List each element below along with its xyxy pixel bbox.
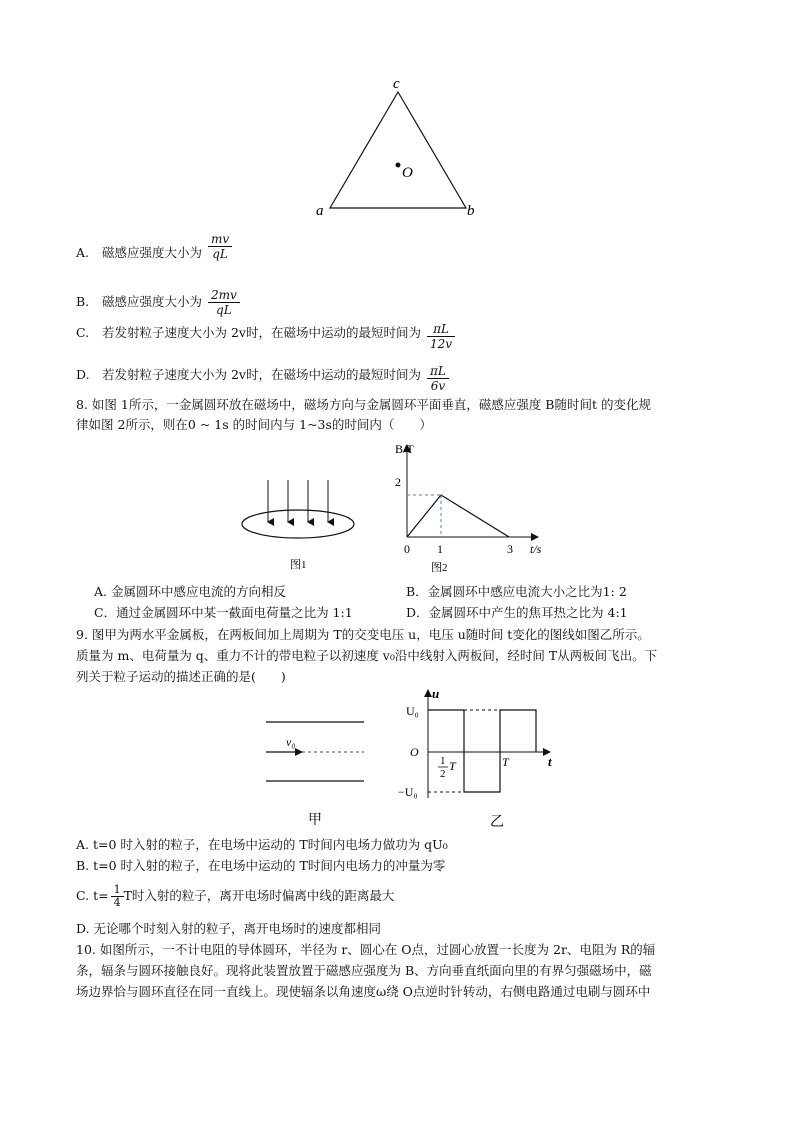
q9-c-num: 1	[111, 884, 124, 897]
q7-c-text: 若发射粒子速度大小为 2v时，在磁场中运动的最短时间为	[101, 325, 421, 340]
q7-d-label: D.	[76, 367, 90, 382]
q10-line-3: 场边界恰与圆环直径在同一直线上。现使辐条以角速度ω绕 O点逆时针转动，右侧电路通过电刷与圆环中	[76, 984, 651, 999]
vertex-b-label: b	[467, 203, 475, 219]
q8-figure-2-chart	[380, 440, 560, 576]
q8-line-1: 8. 如图 1所示，一金属圆环放在磁场中，磁场方向与金属圆环平面垂直，磁感应强度 B随时间t 的变化规	[76, 397, 651, 412]
q9-c-suffix: T时入射的粒子，离开电场时偏离中线的距离最大	[123, 888, 395, 903]
q8-option-b: B．金属圆环中感应电流大小之比为1: 2	[406, 584, 627, 599]
center-o-label: O	[402, 165, 413, 181]
t-axis-label: t	[548, 754, 552, 769]
q7-a-fraction	[208, 232, 232, 261]
q7-option-c	[76, 316, 455, 351]
b-series-line	[407, 495, 509, 537]
vertex-c-label: c	[393, 76, 400, 92]
half-num: 1	[440, 755, 446, 767]
q10-line-1: 10. 如图所示，一不计电阻的导体圆环，半径为 r、圆心在 O点，过圆心放置一长度为 2r、电阻为 R的辐	[76, 942, 656, 957]
y-tick-label: 2	[395, 475, 401, 489]
q7-a-num: mv	[208, 232, 232, 247]
q7-option-b	[76, 288, 240, 317]
q7-b-den: qL	[216, 303, 232, 317]
q9-c-prefix: C. t=	[76, 888, 109, 903]
q8-option-d: D．金属圆环中产生的焦耳热之比为 4:1	[406, 605, 628, 620]
x-axis-label: t/s	[530, 542, 542, 556]
q9-c-fraction	[111, 884, 124, 909]
u-axis-label: u	[432, 686, 440, 701]
jia-caption: 甲	[308, 813, 322, 828]
origin-label: O	[410, 745, 419, 759]
v0-label: v₀	[286, 735, 296, 749]
q7-a-label: A.	[76, 245, 90, 260]
q7-b-text: 磁感应强度大小为	[101, 294, 202, 309]
fig1-caption: 图1	[290, 559, 307, 570]
q7-d-fraction	[427, 364, 449, 393]
metal-ring	[242, 510, 354, 538]
q7-c-num: πL	[427, 322, 455, 337]
q9-option-a: A. t=0 时入射的粒子，在电场中运动的 T时间内电场力做功为 qU₀	[76, 837, 448, 852]
q9-option-c	[76, 884, 394, 909]
q9-c-den: 4	[113, 896, 121, 909]
q7-c-fraction	[427, 322, 455, 351]
q8-line-2: 律如图 2所示，则在0 ~ 1s 的时间内与 1~3s的时间内（ ）	[76, 417, 432, 432]
u0-label: U₀	[406, 704, 419, 718]
q9-option-d: D. 无论哪个时刻入射的粒子，离开电场时的速度都相同	[76, 921, 382, 936]
q9-figure-jia	[262, 712, 372, 830]
q7-option-a	[76, 232, 232, 262]
half-den: 2	[440, 768, 446, 780]
q7-c-label: C.	[76, 325, 90, 340]
q7-option-d	[76, 358, 449, 393]
q7-d-num: πL	[427, 364, 449, 379]
q7-a-den: qL	[212, 247, 228, 261]
q7-d-den: 6v	[430, 379, 446, 393]
half-t-label: T	[449, 759, 456, 773]
x-tick-label-0: 0	[404, 542, 410, 556]
q7-d-text: 若发射粒子速度大小为 2v时，在磁场中运动的最短时间为	[101, 367, 421, 382]
vertex-a-label: a	[316, 203, 324, 219]
triangle-figure	[300, 70, 500, 230]
t-label: T	[502, 755, 509, 769]
q9-line-1: 9. 图甲为两水平金属板，在两板间加上周期为 T的交变电压 u，电压 u随时间 t变化的图线如图乙所示。	[76, 627, 650, 642]
neg-u0-label: −U₀	[398, 785, 418, 799]
x-tick-label-3: 3	[507, 542, 513, 556]
q7-b-num: 2mv	[208, 288, 240, 303]
q10-line-2: 条，辐条与圆环接触良好。现将此装置放置于磁感应强度为 B、方向垂直纸面向里的有界匀强磁场中，磁	[76, 963, 652, 978]
q9-figure-yi	[392, 686, 562, 832]
q9-option-b: B. t=0 时入射的粒子，在电场中运动的 T时间内电场力的冲量为零	[76, 858, 446, 873]
yi-caption: 乙	[490, 815, 504, 830]
q9-line-2: 质量为 m、电荷量为 q、重力不计的带电粒子以初速度 v₀沿中线射入两板间，经时间 T从两板间飞出。下	[76, 648, 658, 663]
x-tick-label-1: 1	[437, 542, 443, 556]
equilateral-triangle	[330, 92, 466, 208]
q7-b-label: B.	[76, 294, 90, 309]
q7-b-fraction	[208, 288, 240, 317]
q7-a-text: 磁感应强度大小为	[101, 245, 202, 260]
q9-line-3: 列关于粒子运动的描述正确的是( )	[76, 669, 286, 684]
q8-option-a: A. 金属圆环中感应电流的方向相反	[94, 584, 286, 599]
y-axis-label: B/T	[395, 442, 414, 456]
q8-figure-1	[240, 478, 360, 570]
q7-c-den: 12v	[429, 337, 453, 351]
center-point	[396, 163, 401, 168]
fig2-caption: 图2	[431, 562, 448, 574]
q8-option-c: C．通过金属圆环中某一截面电荷量之比为 1:1	[94, 605, 353, 620]
